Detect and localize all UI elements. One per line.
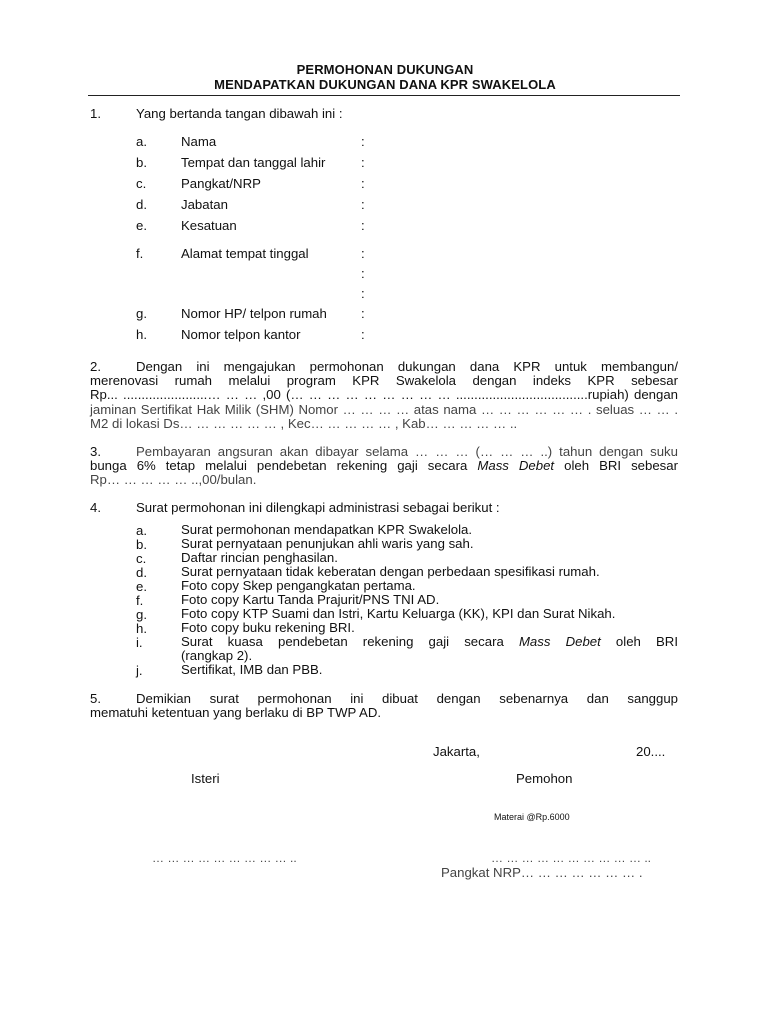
field-label-pangkat: Pangkat/NRP xyxy=(181,176,261,191)
field-colon: : xyxy=(361,246,365,261)
signature-label-pemohon: Pemohon xyxy=(516,771,573,786)
section3-line2-b: oleh BRI sebesar xyxy=(554,458,678,473)
signature-year: 20.... xyxy=(636,744,666,759)
section3-number: 3. xyxy=(90,444,101,459)
document-title-line1: PERMOHONAN DUKUNGAN xyxy=(296,62,474,77)
section3-line3: Rp… … … … … ..,00/bulan. xyxy=(90,472,257,487)
field-label-alamat: Alamat tempat tinggal xyxy=(181,246,309,261)
section1-intro: Yang bertanda tangan dibawah ini : xyxy=(136,106,343,121)
section1-number: 1. xyxy=(90,106,101,121)
materai-stamp-note: Materai @Rp.6000 xyxy=(494,812,570,822)
attachment-item-i xyxy=(181,635,678,649)
field-letter: g. xyxy=(136,306,147,321)
field-colon: : xyxy=(361,218,365,233)
section2-line3: Rp... .......................… … … ,00 (… … … … … … … … … ....................................rupiah) dengan xyxy=(90,387,678,402)
field-colon-continuation: : xyxy=(361,266,365,281)
field-label-kantor: Nomor telpon kantor xyxy=(181,327,301,342)
field-colon: : xyxy=(361,176,365,191)
attachment-item: Foto copy Kartu Tanda Prajurit/PNS TNI AD. xyxy=(181,592,440,607)
section2-line2: merenovasi rumah melalui program KPR Swakelola dengan indeks KPR sebesar xyxy=(90,373,678,388)
field-label-hp: Nomor HP/ telpon rumah xyxy=(181,306,327,321)
field-colon: : xyxy=(361,155,365,170)
field-letter: d. xyxy=(136,197,147,212)
document-title-line2: MENDAPATKAN DUKUNGAN DANA KPR SWAKELOLA xyxy=(214,77,556,92)
attachment-item: Surat pernyataan penunjukan ahli waris yang sah. xyxy=(181,536,474,551)
section5-line1: Demikian surat permohonan ini dibuat dengan sebenarnya dan sanggup xyxy=(136,691,678,706)
field-colon: : xyxy=(361,306,365,321)
field-colon: : xyxy=(361,197,365,212)
field-label-nama: Nama xyxy=(181,134,217,149)
attachment-mass-debet: Mass Debet xyxy=(518,634,601,649)
attachment-letter: e. xyxy=(136,579,147,594)
attachment-item-i-a: Surat kuasa pendebetan rekening gaji secara xyxy=(181,634,519,649)
field-letter: h. xyxy=(136,327,147,342)
attachment-letter: f. xyxy=(136,593,144,608)
field-colon: : xyxy=(361,134,365,149)
attachment-letter: b. xyxy=(136,537,147,552)
attachment-letter: h. xyxy=(136,621,147,636)
section3-line2-a: bunga 6% tetap melalui pendebetan rekening gaji secara xyxy=(90,458,478,473)
section4-intro: Surat permohonan ini dilengkapi administrasi sebagai berikut : xyxy=(136,500,500,515)
signature-place: Jakarta, xyxy=(433,744,480,759)
attachment-letter: j. xyxy=(136,663,143,678)
section2-line1: Dengan ini mengajukan permohonan dukungan dana KPR untuk membangun/ xyxy=(136,359,678,374)
attachment-item: Surat pernyataan tidak keberatan dengan perbedaan spesifikasi rumah. xyxy=(181,564,600,579)
section2-line4: jaminan Sertifikat Hak Milik (SHM) Nomor … … … … atas nama … … … … … … . seluas … … . xyxy=(90,402,678,417)
section2-number: 2. xyxy=(90,359,101,374)
field-colon: : xyxy=(361,327,365,342)
section2-line5: M2 di lokasi Ds… … … … … … , Kec… … … … … , Kab… … … … … .. xyxy=(90,416,518,431)
section5-line2: mematuhi ketentuan yang berlaku di BP TWP AD. xyxy=(90,705,382,720)
field-letter: f. xyxy=(136,246,144,261)
field-label-kesatuan: Kesatuan xyxy=(181,218,237,233)
attachment-letter: g. xyxy=(136,607,147,622)
attachment-letter: a. xyxy=(136,523,147,538)
signature-line-pemohon: … … … … … … … … … … .. xyxy=(491,851,652,865)
section3-line1: Pembayaran angsuran akan dibayar selama … … … (… … … ..) tahun dengan suku xyxy=(136,444,678,459)
attachment-letter: c. xyxy=(136,551,147,566)
section4-number: 4. xyxy=(90,500,101,515)
section5-number: 5. xyxy=(90,691,101,706)
field-letter: b. xyxy=(136,155,147,170)
signature-rank-nrp: Pangkat NRP… … … … … … … . xyxy=(441,865,643,880)
attachment-letter: i. xyxy=(136,635,143,650)
attachment-item: Foto copy buku rekening BRI. xyxy=(181,620,355,635)
attachment-item-i-line2: (rangkap 2). xyxy=(181,648,253,663)
signature-label-isteri: Isteri xyxy=(191,771,220,786)
title-underline xyxy=(88,95,680,96)
attachment-item: Sertifikat, IMB dan PBB. xyxy=(181,662,323,677)
field-label-jabatan: Jabatan xyxy=(181,197,228,212)
attachment-item-i-b: oleh BRI xyxy=(600,634,678,649)
attachment-letter: d. xyxy=(136,565,147,580)
attachment-item: Foto copy Skep pengangkatan pertama. xyxy=(181,578,416,593)
field-label-ttl: Tempat dan tanggal lahir xyxy=(181,155,326,170)
attachment-item: Surat permohonan mendapatkan KPR Swakelola. xyxy=(181,522,473,537)
field-colon-continuation: : xyxy=(361,286,365,301)
attachment-item: Foto copy KTP Suami dan Istri, Kartu Keluarga (KK), KPI dan Surat Nikah. xyxy=(181,606,616,621)
section3-mass-debet: Mass Debet xyxy=(477,458,555,473)
attachment-item: Daftar rincian penghasilan. xyxy=(181,550,338,565)
field-letter: c. xyxy=(136,176,147,191)
field-letter: a. xyxy=(136,134,147,149)
signature-line-isteri: … … … … … … … … … .. xyxy=(152,851,297,865)
field-letter: e. xyxy=(136,218,147,233)
